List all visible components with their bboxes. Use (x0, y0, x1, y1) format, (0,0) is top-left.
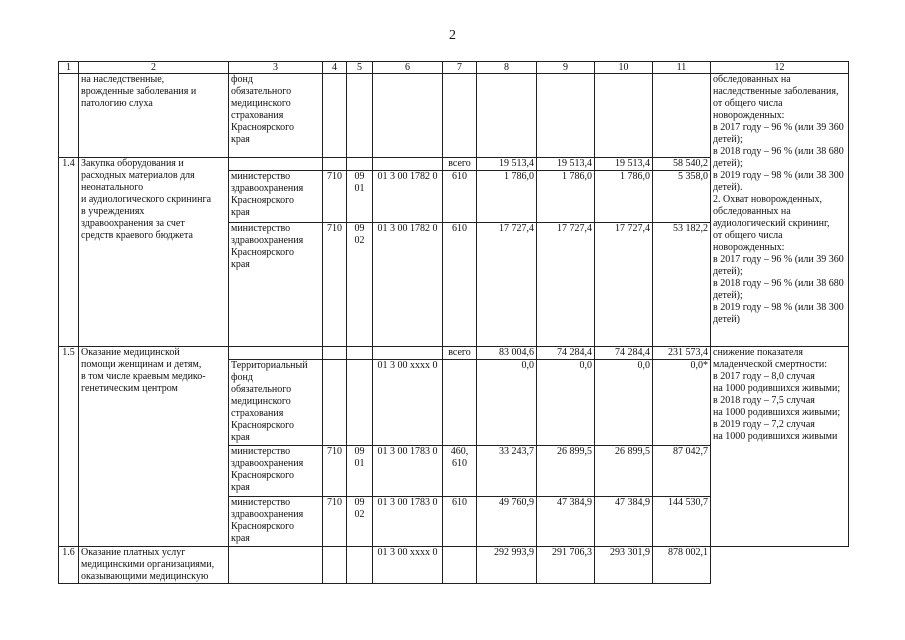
value-2017: 292 993,9 (477, 547, 537, 584)
grbs-code: 710 (323, 171, 347, 223)
value-total: 231 573,4 (653, 347, 711, 360)
value-2018: 74 284,4 (537, 347, 595, 360)
value-2018: 1 786,0 (537, 171, 595, 223)
value-2017: 17 727,4 (477, 223, 537, 347)
target-code: 01 3 00 1782 0 (373, 223, 443, 347)
section-code (347, 360, 373, 446)
expense-type: 610 (443, 223, 477, 347)
section-code: 09 02 (347, 223, 373, 347)
value-2019: 17 727,4 (595, 223, 653, 347)
total-label: всего (443, 347, 477, 360)
value-total: 878 002,1 (653, 547, 711, 584)
header-cell: 11 (653, 62, 711, 74)
section-code: 09 02 (347, 497, 373, 547)
page-number: 2 (449, 28, 456, 43)
value-2018: 47 384,9 (537, 497, 595, 547)
executor-cell: Территориальный фонд обязательного медицинского страхования Красноярского края (229, 360, 323, 446)
value-2018: 0,0 (537, 360, 595, 446)
expense-type: 610 (443, 497, 477, 547)
row-number: 1.4 (59, 158, 79, 347)
value-2018: 19 513,4 (537, 158, 595, 171)
value-2019: 1 786,0 (595, 171, 653, 223)
result-indicator-cell: снижение показателя младенческой смертности: в 2017 году – 8,0 случая на 1000 родившихся живыми; в 2018 году – 7,5 случая на 1000 родившихся живыми; в 2019 году – 7,2 случая на 1000 родившихся живыми (711, 347, 849, 547)
header-cell: 5 (347, 62, 373, 74)
header-cell: 6 (373, 62, 443, 74)
target-code: 01 3 00 1782 0 (373, 171, 443, 223)
value-2017: 49 760,9 (477, 497, 537, 547)
value-2019: 47 384,9 (595, 497, 653, 547)
result-indicator-cell: обследованных на наследственные заболевания, от общего числа новорожденных: в 2017 году – 96 % (или 39 360 детей); в 2018 году – 96 % (или 38 680 детей); в 2019 году – 98 % (или 38 300 детей). 2. Охват новорожденных, обследованных на аудиологический скрининг, от общего числа новорожденных: в 2017 году – 96 % (или 39 360 детей); в 2018 году – 96 % (или 38 680 детей); в 2019 году – 98 % (или 38 300 детей) (711, 74, 849, 347)
value-2019: 19 513,4 (595, 158, 653, 171)
value-2019: 0,0 (595, 360, 653, 446)
target-code: 01 3 00 1783 0 (373, 497, 443, 547)
value-2018: 291 706,3 (537, 547, 595, 584)
header-cell: 7 (443, 62, 477, 74)
value-2019: 74 284,4 (595, 347, 653, 360)
grbs-code: 710 (323, 446, 347, 497)
table-row (59, 74, 849, 158)
executor-cell: министерство здравоохранения Красноярского края (229, 446, 323, 497)
target-code: 01 3 00 хххх 0 (373, 360, 443, 446)
header-cell: 2 (79, 62, 229, 74)
value-2017: 0,0 (477, 360, 537, 446)
row-name: Закупка оборудования и расходных материалов для неонатального и аудиологического скрининга в учреждениях здравоохранения за счет средств краевого бюджета (79, 158, 229, 347)
value-total: 87 042,7 (653, 446, 711, 497)
grbs-code: 710 (323, 497, 347, 547)
grbs-code (323, 360, 347, 446)
section-code: 09 01 (347, 171, 373, 223)
column-numbers-row (59, 62, 849, 74)
value-2018: 26 899,5 (537, 446, 595, 497)
target-code: 01 3 00 хххх 0 (373, 547, 443, 584)
header-cell: 3 (229, 62, 323, 74)
expense-type: 610 (443, 171, 477, 223)
header-cell: 10 (595, 62, 653, 74)
header-cell: 12 (711, 62, 849, 74)
header-cell: 8 (477, 62, 537, 74)
executor-cell: министерство здравоохранения Красноярского края (229, 171, 323, 223)
cell-name-continued: на наследственные, врожденные заболевания и патологию слуха (79, 74, 229, 158)
row-name: Оказание платных услуг медицинскими организациями, оказывающими медицинскую (79, 547, 229, 584)
row-name: Оказание медицинской помощи женщинам и детям, в том числе краевым медико- генетическим центром (79, 347, 229, 547)
cell-executor-continued: фонд обязательного медицинского страхования Красноярского края (229, 74, 323, 158)
executor-cell: министерство здравоохранения Красноярского края (229, 223, 323, 347)
value-total: 5 358,0 (653, 171, 711, 223)
value-total: 58 540,2 (653, 158, 711, 171)
value-total: 53 182,2 (653, 223, 711, 347)
total-label: всего (443, 158, 477, 171)
value-2019: 26 899,5 (595, 446, 653, 497)
expense-type (443, 360, 477, 446)
grbs-code: 710 (323, 223, 347, 347)
value-2017: 83 004,6 (477, 347, 537, 360)
header-cell: 9 (537, 62, 595, 74)
section-code: 09 01 (347, 446, 373, 497)
header-cell: 1 (59, 62, 79, 74)
value-2017: 1 786,0 (477, 171, 537, 223)
expense-type: 460, 610 (443, 446, 477, 497)
program-table (58, 61, 849, 584)
table-row (59, 347, 849, 360)
row-number: 1.6 (59, 547, 79, 584)
row-number: 1.5 (59, 347, 79, 547)
value-2019: 293 301,9 (595, 547, 653, 584)
value-2017: 33 243,7 (477, 446, 537, 497)
target-code: 01 3 00 1783 0 (373, 446, 443, 497)
value-total: 144 530,7 (653, 497, 711, 547)
table-row (59, 547, 849, 584)
value-total: 0,0* (653, 360, 711, 446)
value-2018: 17 727,4 (537, 223, 595, 347)
header-cell: 4 (323, 62, 347, 74)
executor-cell: министерство здравоохранения Красноярского края (229, 497, 323, 547)
value-2017: 19 513,4 (477, 158, 537, 171)
